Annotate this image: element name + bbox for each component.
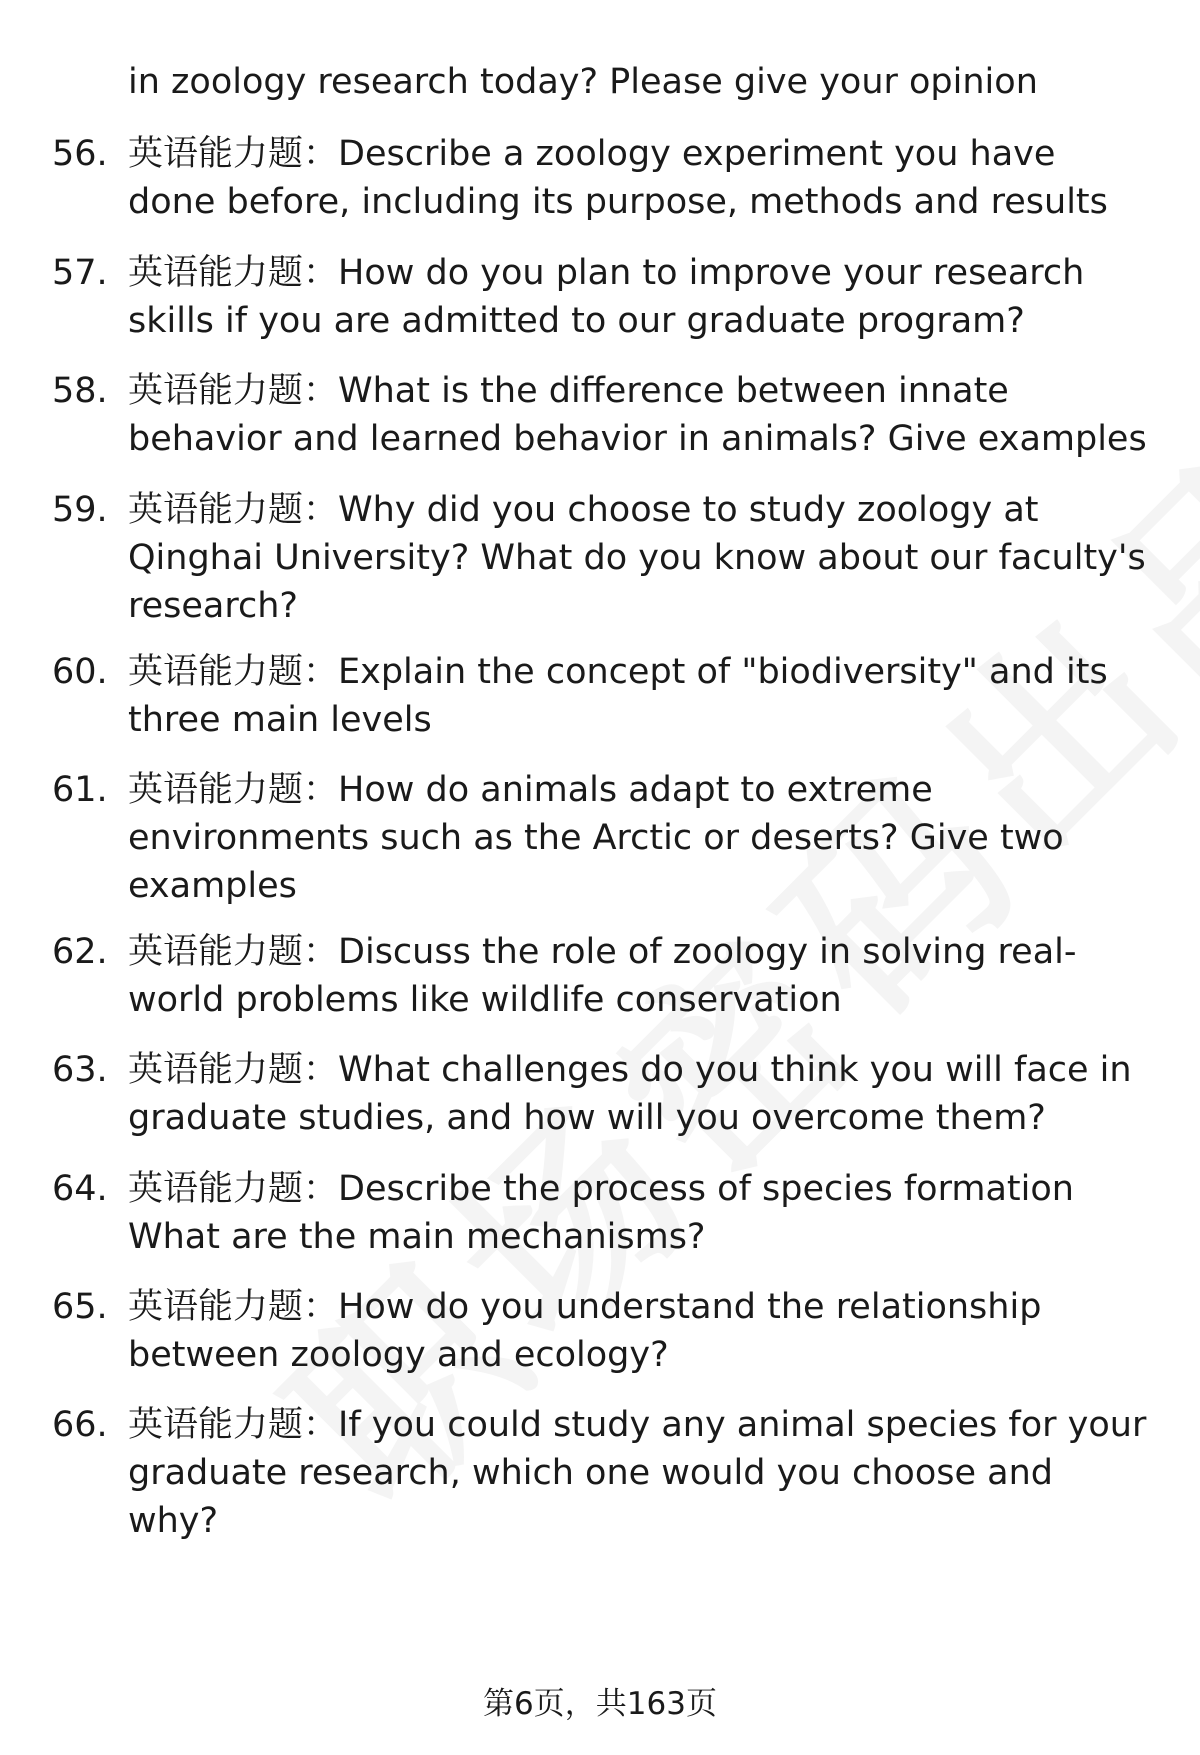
question-item (52, 130, 1152, 226)
question-body (128, 249, 1148, 345)
question-text: What is the difference between innate behavior and learned behavior in animals? Give examples (128, 371, 1147, 459)
question-item (52, 1283, 1152, 1379)
question-item (52, 648, 1152, 744)
question-body (128, 928, 1148, 1024)
question-text: How do you understand the relationship between zoology and ecology? (128, 1287, 1042, 1375)
question-text: Why did you choose to study zoology at Qinghai University? What do you know about our faculty's research? (128, 490, 1146, 626)
question-text: How do you plan to improve your research skills if you are admitted to our graduate program? (128, 253, 1085, 341)
question-item (52, 1401, 1152, 1545)
question-tag: 英语能力题： (128, 371, 339, 411)
question-tag: 英语能力题： (128, 1405, 339, 1445)
question-number: 64. (52, 1169, 108, 1209)
question-item (52, 486, 1152, 630)
question-number: 57. (52, 253, 108, 293)
question-tag: 英语能力题： (128, 1169, 339, 1209)
question-number: 63. (52, 1050, 108, 1090)
question-body (128, 130, 1148, 226)
question-tag: 英语能力题： (128, 652, 339, 692)
page-footer: 第6页，共163页 (483, 1686, 717, 1722)
question-text: How do animals adapt to extreme environments such as the Arctic or deserts? Give two examples (128, 770, 1064, 906)
question-body (128, 486, 1148, 630)
question-item (52, 928, 1152, 1024)
question-number: 59. (52, 490, 108, 530)
question-text: Explain the concept of "biodiversity" and its three main levels (128, 652, 1108, 740)
question-body (128, 1046, 1148, 1142)
question-item (52, 1046, 1152, 1142)
question-text: Describe a zoology experiment you have done before, including its purpose, methods and results (128, 134, 1108, 222)
question-number: 58. (52, 371, 108, 411)
question-item (52, 1165, 1152, 1261)
question-number: 62. (52, 932, 108, 972)
question-tag: 英语能力题： (128, 134, 339, 174)
question-tag: 英语能力题： (128, 253, 339, 293)
question-body (128, 1401, 1148, 1545)
question-number: 61. (52, 770, 108, 810)
question-text: What challenges do you think you will face in graduate studies, and how will you overcome them? (128, 1050, 1132, 1138)
question-tag: 英语能力题： (128, 1050, 339, 1090)
question-tag: 英语能力题： (128, 770, 339, 810)
question-tag: 英语能力题： (128, 932, 339, 972)
question-number: 56. (52, 134, 108, 174)
continuation-line: in zoology research today? Please give your opinion (128, 62, 1038, 102)
question-text: Discuss the role of zoology in solving real-world problems like wildlife conservation (128, 932, 1077, 1020)
question-body (128, 648, 1148, 744)
question-number: 66. (52, 1405, 108, 1445)
question-body (128, 766, 1148, 910)
question-text: Describe the process of species formation What are the main mechanisms? (128, 1169, 1074, 1257)
question-tag: 英语能力题： (128, 1287, 339, 1327)
question-tag: 英语能力题： (128, 490, 339, 530)
question-text: If you could study any animal species for your graduate research, which one would you choose and why? (128, 1405, 1147, 1541)
question-body (128, 367, 1148, 463)
question-body (128, 1165, 1148, 1261)
question-item (52, 367, 1152, 463)
question-item (52, 249, 1152, 345)
question-number: 60. (52, 652, 108, 692)
question-body (128, 1283, 1148, 1379)
question-item (52, 766, 1152, 910)
question-number: 65. (52, 1287, 108, 1327)
